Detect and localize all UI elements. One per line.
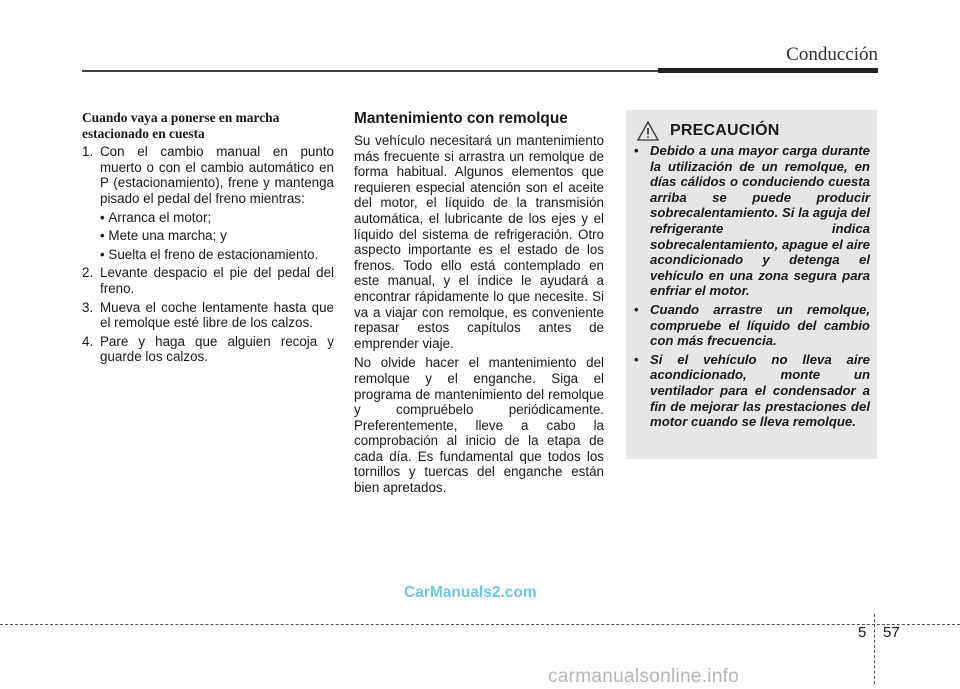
- page-number: 57: [883, 624, 900, 641]
- paragraph: No olvide hacer el mantenimiento del remolque y el enganche. Siga el programa de mantenimiento del remolque y compruébelo periódicamente. Preferentemente, lleve a cabo la comprobación al inicio de la etapa de cada día. Es fundamental que todos los tornillos y tuercas del enganche están bien apretados.: [354, 355, 604, 496]
- step-number: 1.: [82, 144, 94, 160]
- left-column: [82, 110, 334, 368]
- header-rule-accent: [658, 68, 878, 73]
- caution-title: PRECAUCIÓN: [670, 122, 780, 139]
- caution-item: • Cuando arrastre un remolque, compruebe el líquido del cambio con más frecuencia.: [634, 301, 870, 349]
- caution-list: [634, 143, 870, 433]
- page-header-title: Conducción: [786, 44, 878, 65]
- bullet-item: • Mete una marcha; y: [82, 228, 334, 244]
- step-number: 3.: [82, 299, 94, 315]
- subheading: Cuando vaya a ponerse en marcha estacionado en cuesta: [82, 110, 280, 141]
- caution-header: [636, 120, 780, 142]
- caution-item: • Si el vehículo no lleva aire acondicionado, monte un ventilador para el condensador a fin de mejorar las prestaciones del motor cuando se lleva remolque.: [634, 351, 870, 430]
- step-text: Pare y haga que alguien recoja y guarde los calzos.: [100, 333, 334, 365]
- bullet-item: • Arranca el motor;: [82, 210, 334, 226]
- bullet-item: • Suelta el freno de estacionamiento.: [82, 247, 334, 263]
- caution-item-text: Si el vehículo no lleva aire acondicionado, monte un ventilador para el condensador a fin de mejorar las prestaciones del motor cuando se lleva remolque.: [650, 351, 870, 430]
- caution-item-text: Debido a una mayor carga durante la utilización de un remolque, en días cálidos o conduciendo cuesta arriba se puede producir sobrecalentamiento. Si la aguja del refrigerante indica sobrecalentamiento, apague el aire acondicionado y detenga el vehículo en una zona segura para enfriar el motor.: [650, 143, 870, 299]
- footer-divider: [874, 614, 875, 684]
- step-number: 4.: [82, 333, 94, 349]
- step-2: [82, 265, 334, 296]
- step-1: [82, 144, 334, 206]
- caution-item: • Debido a una mayor carga durante la utilización de un remolque, en días cálidos o conduciendo cuesta arriba se puede producir sobrecalentamiento. Si la aguja del refrigerante indica sobrecalentamiento, apague el aire acondicionado y detenga el vehículo en una zona segura para enfriar el motor.: [634, 143, 870, 299]
- footer-site: carmanualsonline.info: [548, 666, 740, 687]
- step-text: Con el cambio manual en punto muerto o con el cambio automático en P (estacionamiento), frene y mantenga pisado el pedal del freno mientras:: [100, 144, 334, 206]
- step-text: Mueva el coche lentamente hasta que el remolque esté libre de los calzos.: [100, 299, 334, 331]
- watermark: CarManuals2.com: [404, 584, 537, 601]
- footer-rule: [0, 624, 960, 625]
- caution-item-text: Cuando arrastre un remolque, compruebe el líquido del cambio con más frecuencia.: [650, 301, 870, 349]
- caution-box: [626, 110, 877, 459]
- warning-triangle-icon: [636, 120, 660, 142]
- paragraph: Su vehículo necesitará un mantenimiento más frecuente si arrastra un remolque de forma habitual. Algunos elementos que requieren especial atención son el aceite del motor, el líquido de la transmisión automática, el lubricante de los ejes y el líquido del sistema de refrigeración. Otro aspecto importante es el estado de los frenos. Todo ello está contemplado en este manual, y el índice le ayudará a encontrar rápidamente lo que necesite. Si va a viajar con remolque, es conveniente repasar estos capítulos antes de emprender viaje.: [354, 133, 604, 351]
- step-number: 2.: [82, 265, 94, 281]
- step-3: [82, 300, 334, 331]
- chapter-number: 5: [858, 624, 867, 641]
- section-title: Mantenimiento con remolque: [354, 110, 568, 127]
- middle-column: [354, 110, 604, 500]
- step-text: Levante despacio el pie del pedal del freno.: [100, 265, 334, 296]
- step-4: [82, 334, 334, 365]
